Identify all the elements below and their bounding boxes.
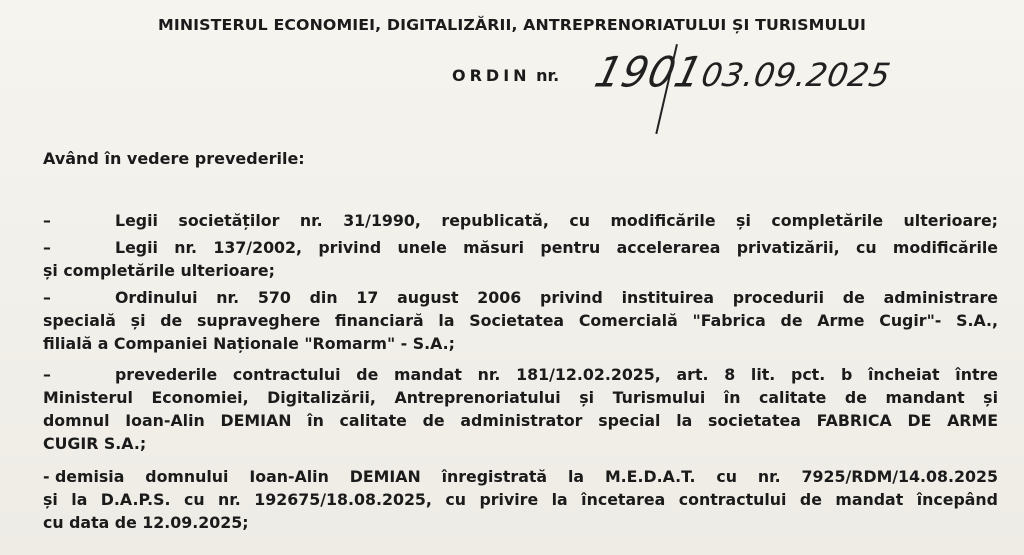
list-item-line: și completările ulterioare; (43, 261, 275, 280)
list-item-line: specială și de supraveghere financiară la Societatea Comercială "Fabrica de Arme Cugir"- S.A., (43, 311, 998, 330)
list-item-line: cu data de 12.09.2025; (43, 513, 249, 532)
order-title (452, 66, 559, 85)
order-label: ORDIN (452, 66, 531, 85)
list-item-line: domnul Ioan-Alin DEMIAN în calitate de administrator special la societatea FABRICA DE ARME (43, 411, 998, 430)
handwritten-order-date: 03.09.2025 (698, 56, 894, 94)
list-item-line: Legii societăților nr. 31/1990, republicată, cu modificările și completările ulterioare; (115, 211, 998, 230)
list-bullet: – (43, 288, 51, 307)
list-bullet: – (43, 365, 51, 384)
list-item-line: Ministerul Economiei, Digitalizării, Antreprenoriatului și Turismului în calitate de mandant și (43, 388, 998, 407)
list-item-line: prevederile contractului de mandat nr. 181/12.02.2025, art. 8 lit. pct. b încheiat între (115, 365, 998, 384)
order-nr-label: nr. (536, 66, 560, 85)
handwritten-order-number: 1901 (589, 48, 708, 98)
list-item-line: Ordinului nr. 570 din 17 august 2006 privind instituirea procedurii de administrare (115, 288, 998, 307)
list-bullet: - (43, 467, 50, 486)
list-bullet: – (43, 211, 51, 230)
list-item-line: CUGIR S.A.; (43, 434, 147, 453)
list-item-line: demisia domnului Ioan-Alin DEMIAN înregistrată la M.E.D.A.T. cu nr. 7925/RDM/14.08.2025 (55, 467, 998, 486)
list-item-line: filială a Companiei Naționale "Romarm" - S.A.; (43, 334, 455, 353)
ministry-header: MINISTERUL ECONOMIEI, DIGITALIZĂRII, ANTREPRENORIATULUI ȘI TURISMULUI (158, 16, 866, 34)
intro-text: Având în vedere prevederile: (43, 149, 305, 168)
list-bullet: – (43, 238, 51, 257)
list-item-line: și la D.A.P.S. cu nr. 192675/18.08.2025, cu privire la încetarea contractului de mandat începând (43, 490, 998, 509)
list-item-line: Legii nr. 137/2002, privind unele măsuri pentru accelerarea privatizării, cu modificările (115, 238, 998, 257)
